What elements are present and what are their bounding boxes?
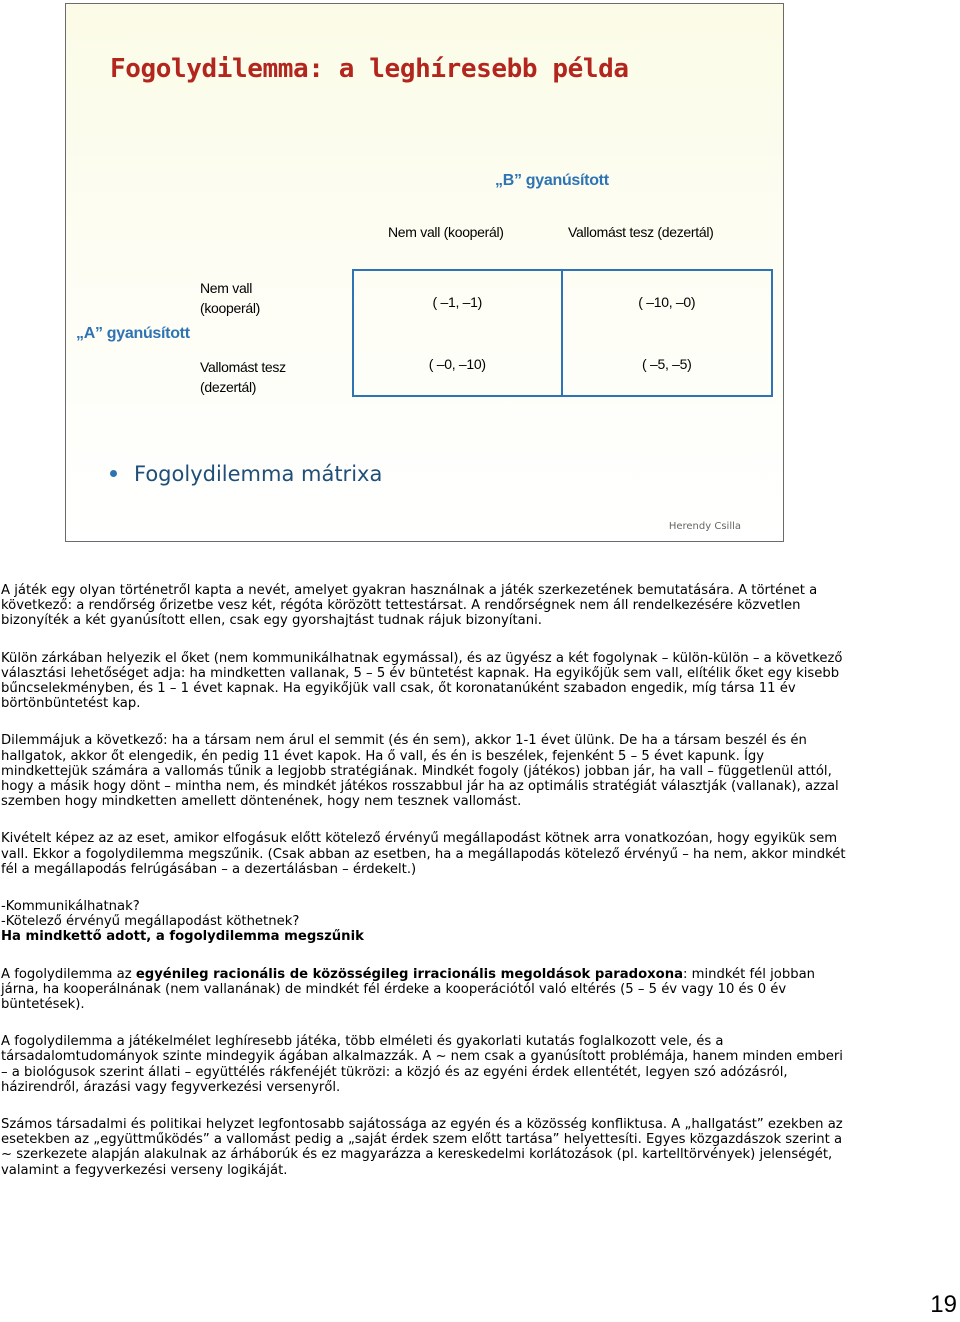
paragraph-6: A fogolydilemma a játékelmélet leghíresebb játéka, több elméleti és gyakorlati kutatás foglalkozott vele, és a társadalomtudományok szinte mindegyik ágában alkalmazzák. A ~ nem csak a gyanúsított problémája, hanem minden emberi – a biológusok szerint állati – együttélés rákfenéjét tükrözi: a közjó és az egyéni érdek ellentétét, legyen szó adózásról, házirendről, árazási vagy fegyverkezési versenyről.: [1, 1034, 843, 1095]
player-a-label: „A” gyanúsított: [76, 325, 190, 342]
paragraph-1: A játék egy olyan történetről kapta a nevét, amelyet gyakran használnak a játék szerkezetének bemutatására. A történet a következő: a rendőrség őrizetbe vesz két, régóta körözött tettestársat. A rendőrségnek nem áll rendelkezésére közvetlen bizonyíték a két gyanúsított ellen, csak egy gyorshajtást tudnak rájuk bizonyítani.: [1, 583, 818, 629]
row-header-defect-line2: (dezertál): [200, 379, 257, 395]
player-b-label: „B” gyanúsított: [495, 172, 609, 189]
document-body: [1, 583, 851, 1200]
presentation-slide: [65, 3, 784, 542]
col-header-cooperate: Nem vall (kooperál): [388, 224, 504, 240]
slide-bullet: [110, 462, 382, 486]
conclusion-line: [1, 929, 851, 944]
paragraph-2: Külön zárkában helyezik el őket (nem kommunikálhatnak egymással), és az ügyész a két fogolynak – külön-külön – a következő választási lehetőséget adja: ha mindketten vallanak, 5 – 5 év büntetést kapnak. Ha egyikőjük sem vall, elítélik őket egy kisebb bűncselekményben, és 1 – 1 évet kapnak. Ha egyikőjük vall csak, őt koronatanúként szabadon engedik, míg társa 11 év börtönbüntetést kap.: [1, 650, 843, 712]
col-header-defect: Vallomást tesz (dezertál): [568, 224, 714, 240]
slide-author: Herendy Csilla: [668, 521, 741, 532]
payoff-cell-cc: ( –1, –1): [354, 271, 563, 333]
paradox-emphasis: egyénileg racionális de közösségileg irracionális megoldások paradoxona: [135, 966, 683, 982]
row-header-defect-line1: Vallomást tesz: [200, 359, 286, 375]
payoff-cell-cd: ( –10, –0): [638, 294, 696, 310]
slide-bullet-text: Fogolydilemma mátrixa: [134, 462, 383, 486]
slide-title: Fogolydilemma: a leghíresebb példa: [110, 54, 629, 84]
paragraph-7: Számos társadalmi és politikai helyzet legfontosabb sajátossága az egyén és a közösség konfliktusa. A „hallgatást” ezekben az esetekben az „együttműködés” a vallomást pedig a „saját érdek szem előtt tartása” helyettesíti. Egyes közgazdászok szerint a ~ szerkezete alapján alakulnak az árháborúk és ez magyarázza a kereskedelmi korlátozások (pl. kartelltörvények) jelenségét, valamint a fegyverkezési verseny logikáját.: [1, 1117, 843, 1178]
row-header-defect: [200, 357, 286, 397]
question-communication: -Kommunikálhatnak?: [1, 899, 140, 915]
payoff-cell-dd: ( –5, –5): [642, 356, 692, 372]
question-agreement: -Kötelező érvényű megállapodást köthetnek?: [1, 914, 300, 930]
paragraph-4: Kivételt képez az az eset, amikor elfogásuk előtt kötelező érvényű megállapodást kötnek arra vonatkozóan, hogy egyikük sem vall. Ekkor a fogolydilemma megszűnik. (Csak abban az esetben, ha a megállapodás kötelező érvényű – ha nem, akkor mindkét fél a megállapodás felrúgásában – a dezertálásban – érdekelt.): [1, 831, 846, 877]
conclusion-text: Ha mindkettő adott, a fogolydilemma megszűnik: [1, 929, 364, 945]
paragraph-5-end: : mindkét fél jobban járna, ha kooperálnának (nem vallanának) de mindkét fél érdeke a kooperációtól való eltérés (5 – 5 év vagy 10 és 0 év büntetések).: [1, 966, 816, 1013]
payoff-cell-dc: ( –0, –10): [354, 333, 563, 395]
paragraph-5-start: A fogolydilemma az: [1, 966, 136, 982]
row-header-cooperate: [200, 278, 260, 318]
row-header-cooperate-line1: Nem vall: [200, 280, 253, 296]
paragraph-5: [1, 967, 851, 1013]
row-header-cooperate-line2: (kooperál): [200, 300, 261, 316]
payoff-matrix: [352, 269, 773, 397]
paragraph-3: Dilemmájuk a következő: ha a társam nem árul el semmit (és én sem), akkor 1-1 évet ülünk. De ha a társam beszél és én hallgatok, akkor őt elengedik, én pedig 11 évet kapok. Ha ő vall, és én is beszélek, fejenként 5 – 5 évet kapunk. Így mindkettejük számára a vallomás tűnik a legjobb stratégiának. Mindkét fogoly (játékos) jobban jár, ha vall – függetlenül attól, hogy a másik hogy dönt – mintha nem, és mindkét játékos rosszabbul jár ha az optimális stratégiát választják (vallanak), azzal szemben hogy mindketten amellett döntenének, hogy nem tesznek vallomást.: [1, 733, 839, 810]
page-number: 19: [930, 1291, 957, 1318]
bullet-dot-icon: [110, 470, 117, 477]
